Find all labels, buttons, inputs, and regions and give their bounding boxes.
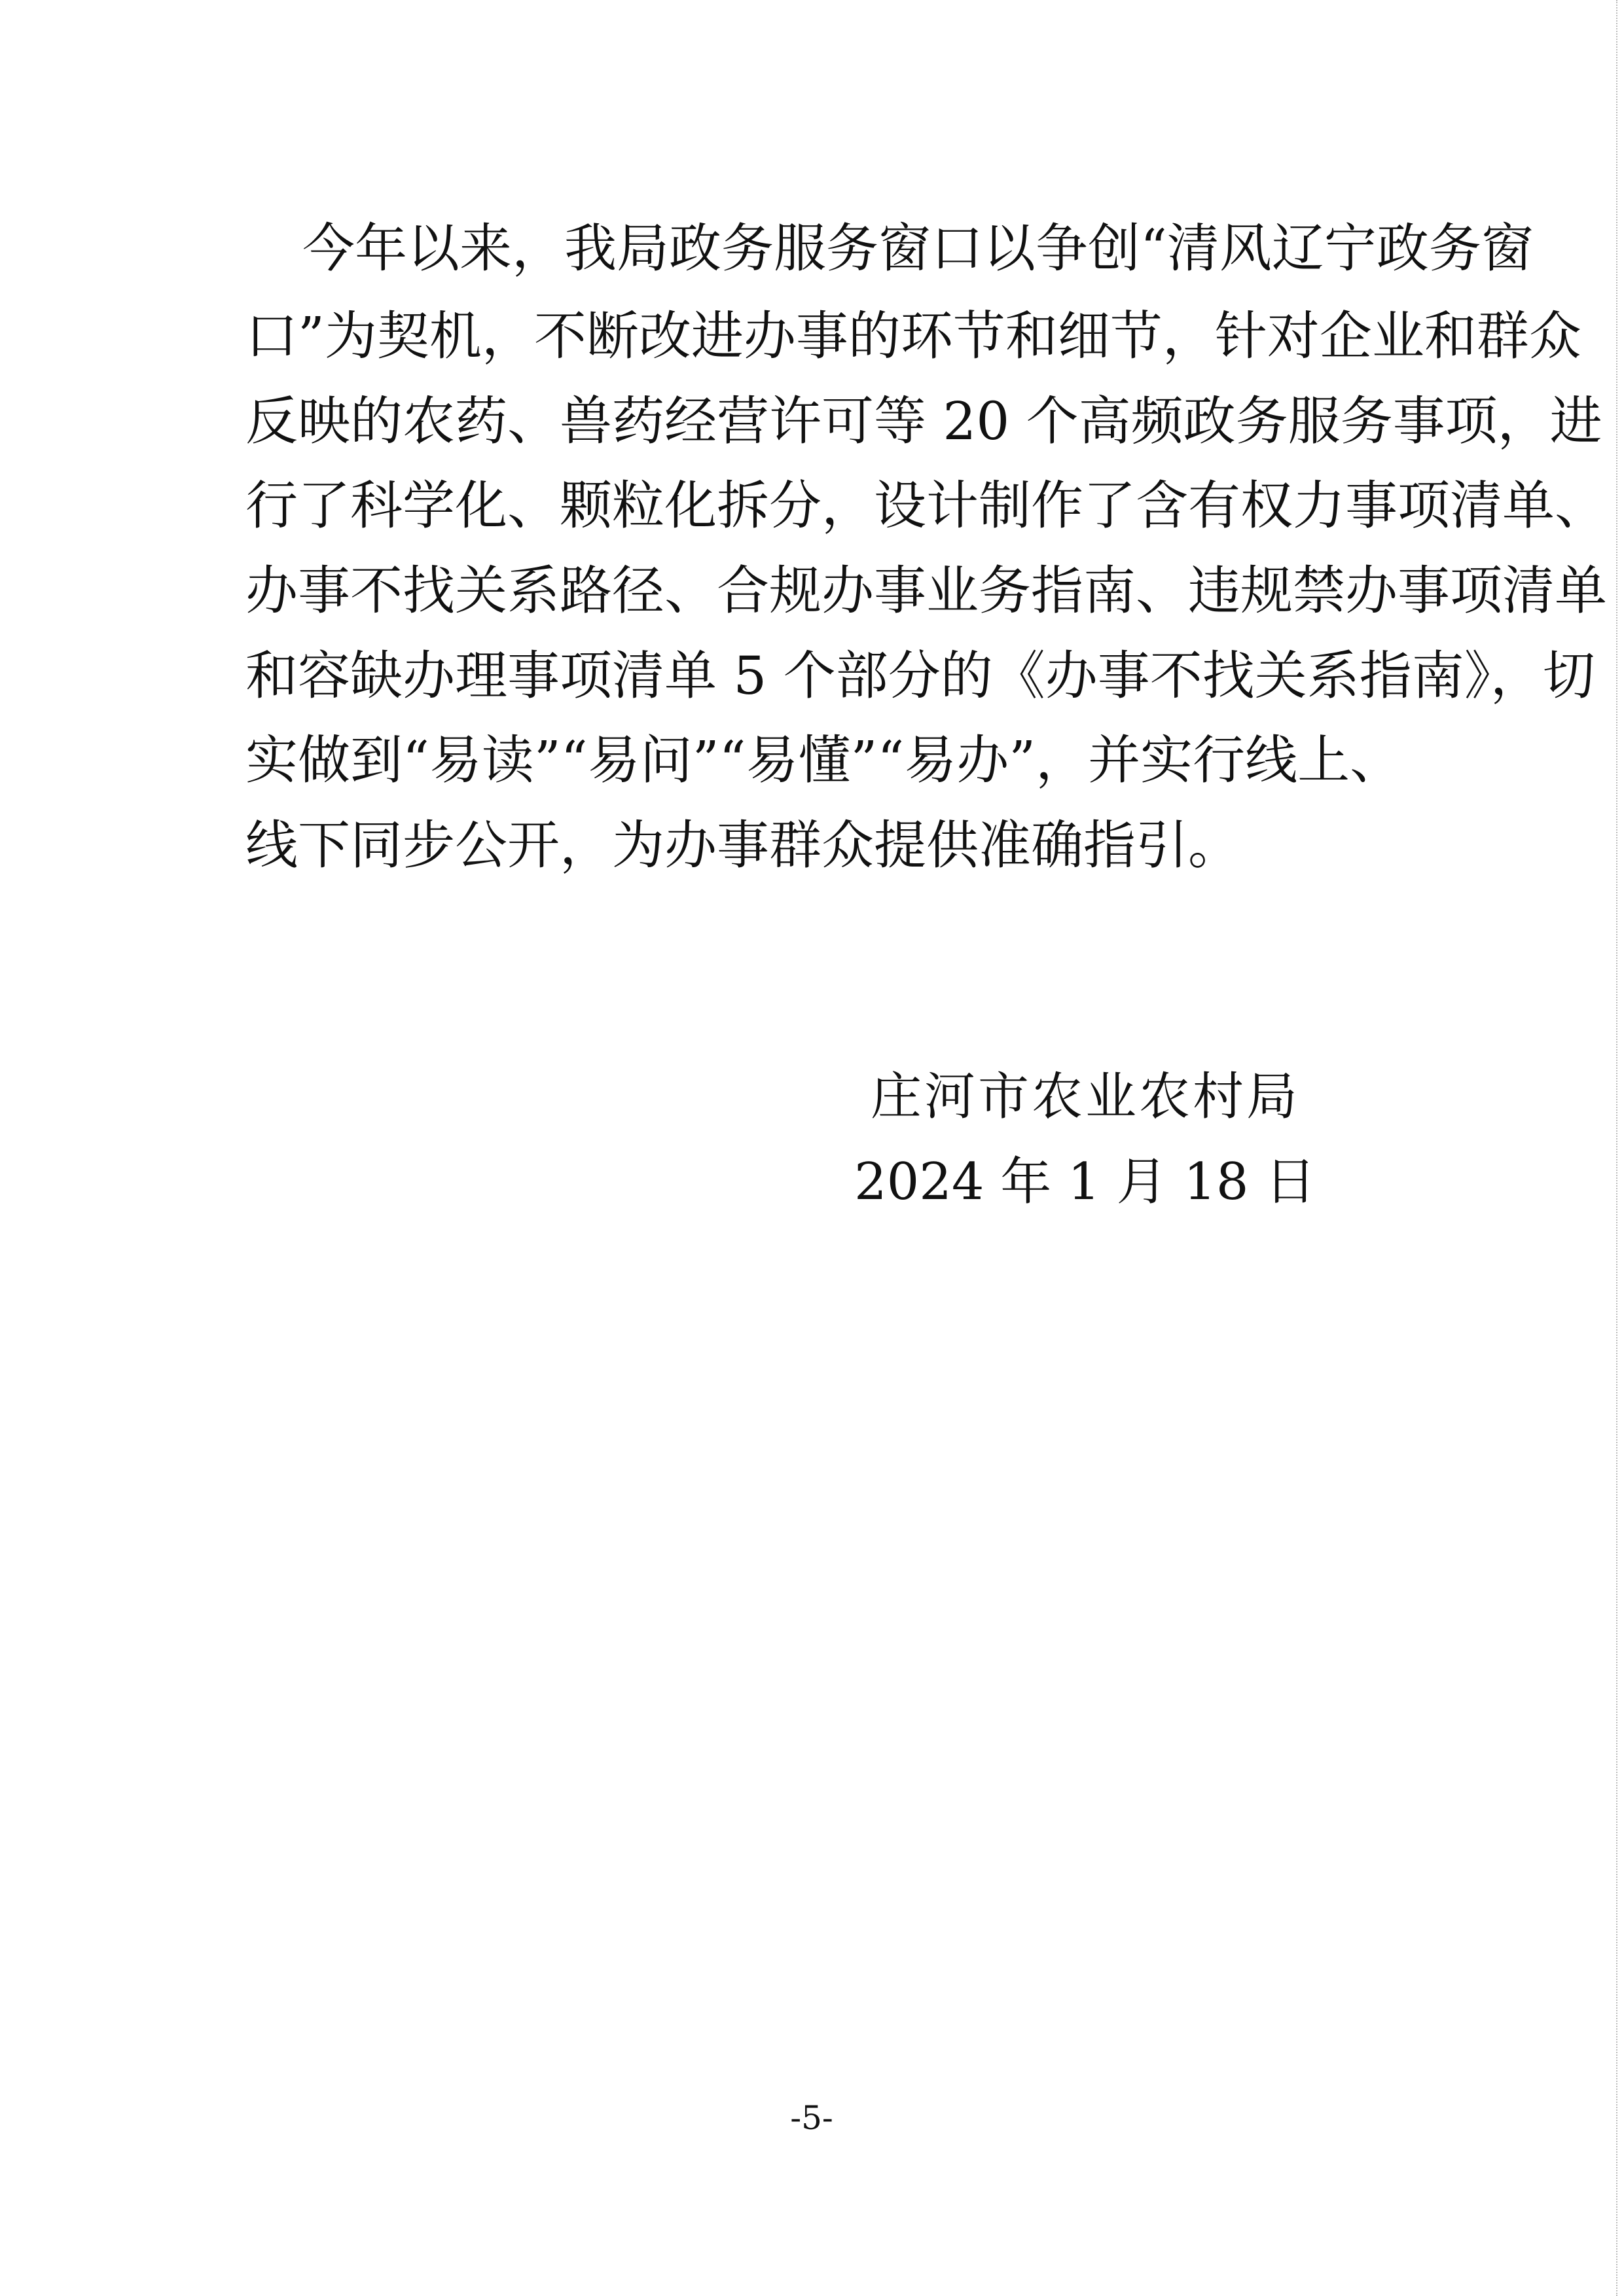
paragraph-line: 办事不找关系路径、合规办事业务指南、违规禁办事项清单 <box>245 560 1607 621</box>
paragraph-line: 和容缺办理事项清单 5 个部分的《办事不找关系指南》，切 <box>245 645 1595 706</box>
paragraph-line: 反映的农药、兽药经营许可等 20 个高频政务服务事项，进 <box>245 391 1602 452</box>
paragraph-line: 行了科学化、颗粒化拆分，设计制作了含有权力事项清单、 <box>245 475 1607 536</box>
paragraph-line: 口”为契机，不断改进办事的环节和细节，针对企业和群众 <box>245 306 1581 367</box>
scan-edge <box>1614 0 1617 2296</box>
paragraph-line: 实做到“易读”“易问”“易懂”“易办”，并实行线上、 <box>245 730 1403 791</box>
signature-organization: 庄河市农业农村局 <box>871 1067 1301 1126</box>
signature-date: 2024 年 1 月 18 日 <box>854 1153 1316 1211</box>
paragraph-line: 线下同步公开，为办事群众提供准确指引。 <box>245 815 1240 876</box>
paragraph-line: 今年以来，我局政务服务窗口以争创“清风辽宁政务窗 <box>302 218 1534 279</box>
page-number: -5- <box>790 2099 833 2137</box>
